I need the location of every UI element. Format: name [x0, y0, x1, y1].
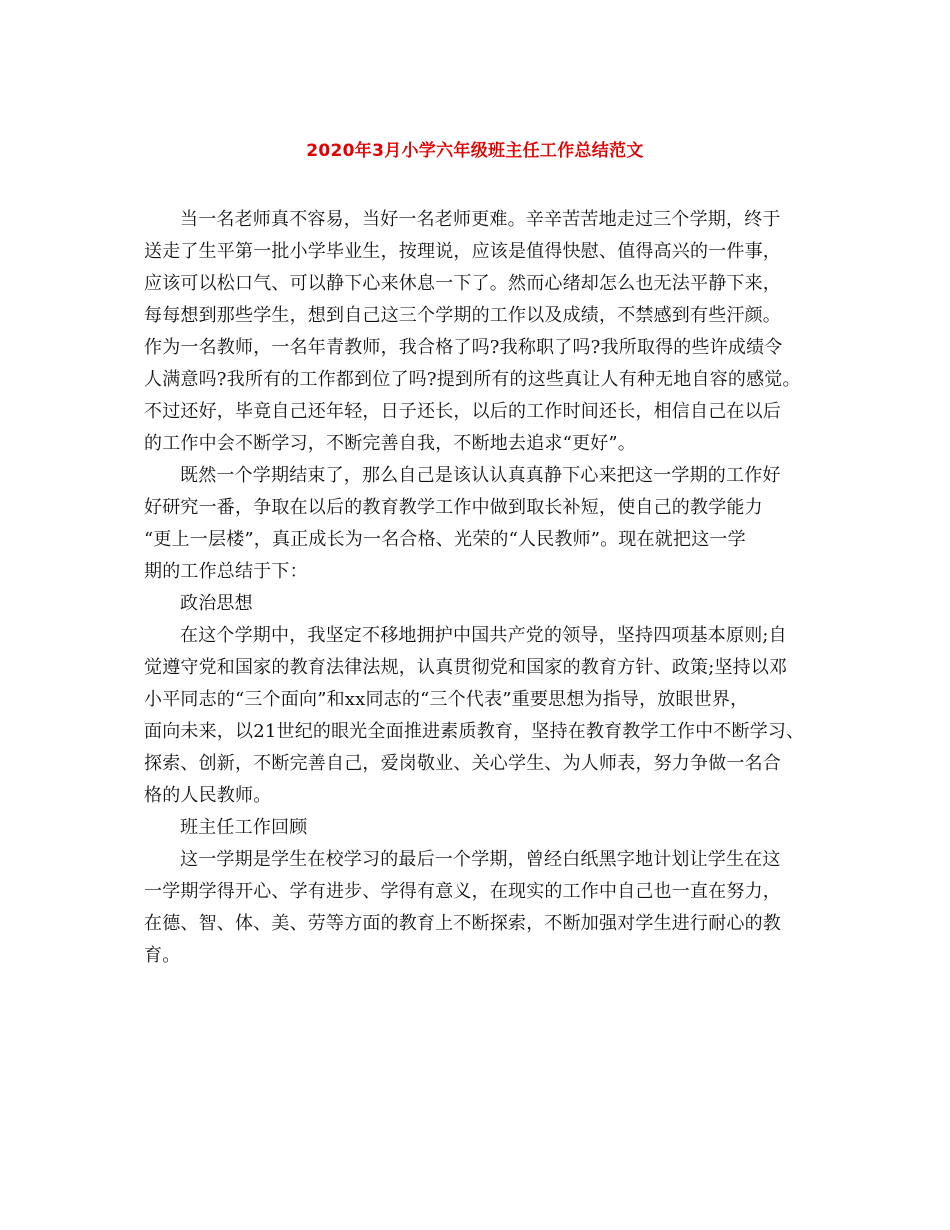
text-line: 一学期学得开心、学有进步、学得有意义，在现实的工作中自己也一直在努力， — [144, 881, 781, 902]
text-line: 每每想到那些学生，想到自己这三个学期的工作以及成绩，不禁感到有些汗颜。 — [144, 305, 781, 326]
text-line: 作为一名教师，一名年青教师，我合格了吗?我称职了吗?我所取得的些许成绩令 — [144, 337, 783, 358]
text-line: 格的人民教师。 — [144, 785, 272, 806]
text-line: 政治思想 — [180, 593, 253, 614]
text-line: 既然一个学期结束了，那么自己是该认认真真静下心来把这一学期的工作好 — [180, 465, 781, 486]
text-line: 送走了生平第一批小学毕业生，按理说，应该是值得快慰、值得高兴的一件事， — [144, 241, 781, 262]
text-line: 人满意吗?我所有的工作都到位了吗?提到所有的这些真让人有种无地自容的感觉。 — [144, 369, 801, 390]
document-body — [144, 204, 816, 972]
text-line: 觉遵守党和国家的教育法律法规，认真贯彻党和国家的教育方针、政策;坚持以邓 — [144, 657, 788, 678]
text-line: 班主任工作回顾 — [180, 817, 308, 838]
text-line: 面向未来，以21世纪的眼光全面推进素质教育，坚持在教育教学工作中不断学习、 — [144, 721, 805, 742]
text-line: 应该可以松口气、可以静下心来休息一下了。然而心绪却怎么也无法平静下来， — [144, 273, 781, 294]
text-line: 小平同志的“三个面向”和xx同志的“三个代表”重要思想为指导，放眼世界， — [144, 689, 749, 710]
text-line: 不过还好，毕竟自己还年轻，日子还长，以后的工作时间还长，相信自己在以后 — [144, 401, 781, 422]
text-line: 探索、创新，不断完善自己，爱岗敬业、关心学生、为人师表，努力争做一名合 — [144, 753, 781, 774]
text-line: 育。 — [144, 945, 181, 966]
text-line: 期的工作总结于下： — [144, 561, 308, 582]
text-line: 在这个学期中，我坚定不移地拥护中国共产党的领导，坚持四项基本原则;自 — [180, 625, 787, 646]
text-line: 当一名老师真不容易，当好一名老师更难。辛辛苦苦地走过三个学期，终于 — [180, 209, 781, 230]
text-line: 这一学期是学生在校学习的最后一个学期，曾经白纸黑字地计划让学生在这 — [180, 849, 781, 870]
text-line: 的工作中会不断学习，不断完善自我，不断地去追求“更好”。 — [144, 433, 637, 454]
text-line: 好研究一番，争取在以后的教育教学工作中做到取长补短，使自己的教学能力 — [144, 497, 763, 518]
document-title: 2020年3月小学六年级班主任工作总结范文 — [306, 141, 644, 161]
text-line: “更上一层楼”，真正成长为一名合格、光荣的“人民教师”。现在就把这一学 — [144, 529, 746, 550]
text-line: 在德、智、体、美、劳等方面的教育上不断探索，不断加强对学生进行耐心的教 — [144, 913, 781, 934]
